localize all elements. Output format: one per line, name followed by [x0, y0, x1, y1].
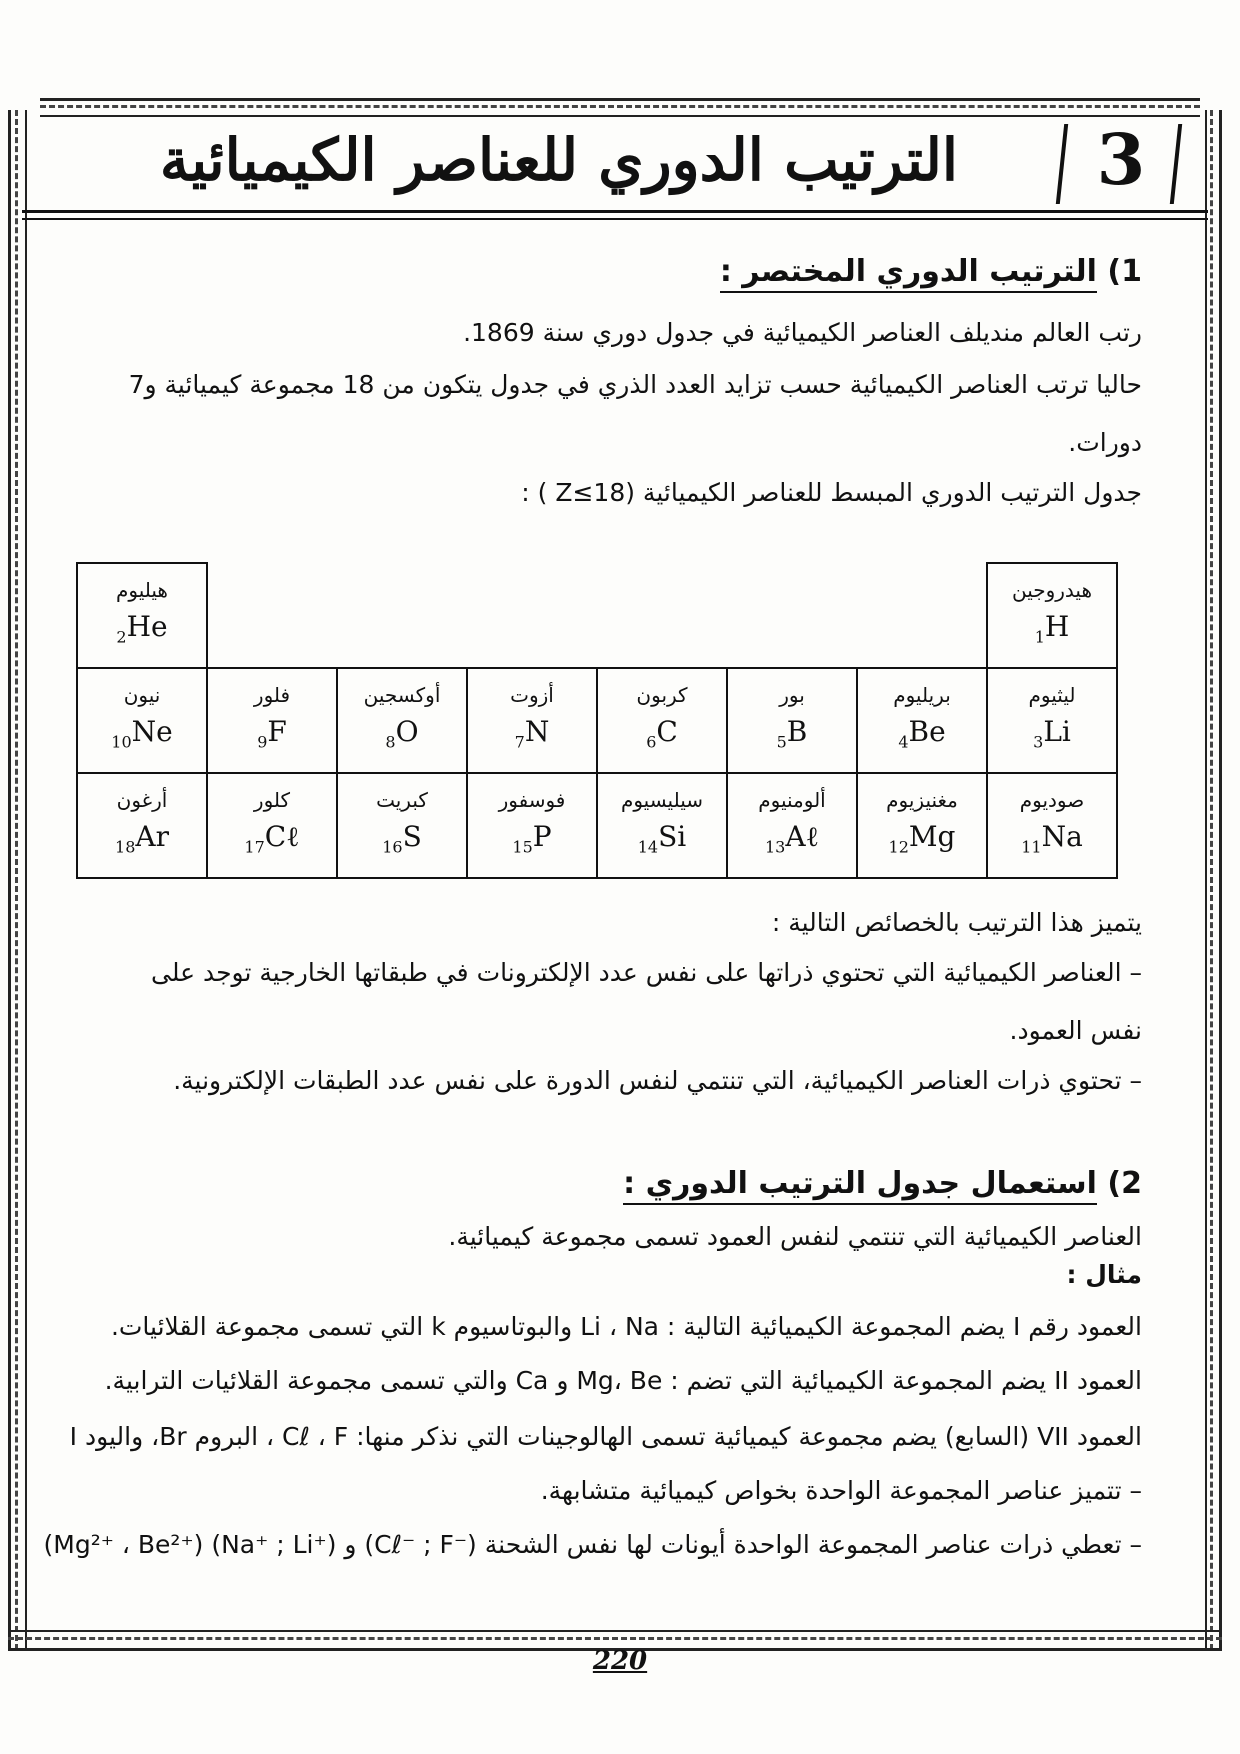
cell-o: أوكسجين $_8$O: [337, 668, 467, 773]
cell-li: ليثيوم $_3$Li: [987, 668, 1117, 773]
section2-number: 2): [1107, 1166, 1142, 1201]
section2-line-2: العمود رقم I يضم المجموعة الكيميائية التالية : Li ، Na والبوتاسيوم k التي تسمى مجموعة القلائيات.: [110, 1312, 1142, 1341]
cell-ne: نيون $_{10}$Ne: [77, 668, 207, 773]
cell-s: كبريت $_{16}$S: [337, 773, 467, 878]
empty-cell: [597, 563, 727, 668]
table-row-1: [77, 563, 1117, 668]
cell-f: فلور $_9$F: [207, 668, 337, 773]
section1-heading: [720, 254, 1142, 289]
section2-title: استعمال جدول الترتيب الدوري :: [623, 1166, 1097, 1205]
page-title: الترتيب الدوري للعناصر الكيميائية: [159, 126, 958, 194]
cell-b: بور $_5$B: [727, 668, 857, 773]
empty-cell: [727, 563, 857, 668]
ions-formula: (Mg²⁺ ، Be²⁺) (Na⁺ ; Li⁺) و (Cℓ⁻ ; F⁻): [43, 1530, 477, 1559]
empty-cell: [467, 563, 597, 668]
table-row-2: [77, 668, 1117, 773]
ions-text: – تعطي ذرات عناصر المجموعة الواحدة أيونات لها نفس الشحنة: [484, 1530, 1142, 1559]
section2-heading: [623, 1166, 1142, 1201]
cell-be: بريليوم $_4$Be: [857, 668, 987, 773]
properties-intro: يتميز هذا الترتيب بالخصائص التالية :: [771, 908, 1142, 937]
periodic-table: [76, 562, 1118, 879]
section2-line-6: [44, 1530, 1142, 1559]
example-label: مثال :: [1066, 1260, 1142, 1289]
empty-cell: [857, 563, 987, 668]
properties-bullet-2: – تحتوي ذرات العناصر الكيميائية، التي تنتمي لنفس الدورة على نفس عدد الطبقات الإلكترونية.: [173, 1066, 1142, 1095]
title-bar: [22, 114, 1208, 224]
section1-p2: حاليا ترتب العناصر الكيميائية حسب تزايد العدد الذري في جدول يتكون من 18 مجموعة كيميائية و7 دورات.: [128, 370, 1142, 457]
section1-p1: رتب العالم منديلف العناصر الكيميائية في جدول دوري سنة 1869.: [463, 318, 1142, 347]
cell-he: [77, 563, 207, 668]
title-rule-thin: [22, 218, 1208, 220]
frame-left-border: [8, 110, 27, 1650]
chapter-number: 3: [1096, 118, 1146, 201]
cell-ar: أرغون $_{18}$Ar: [77, 773, 207, 878]
section2-line-1: العناصر الكيميائية التي تنتمي لنفس العمود تسمى مجموعة كيميائية.: [448, 1222, 1142, 1251]
cell-mg: مغنيزيوم $_{12}$Mg: [857, 773, 987, 878]
table-row-3: [77, 773, 1117, 878]
element-symbol: $_1$H: [1034, 610, 1070, 647]
empty-cell: [337, 563, 467, 668]
cell-h: [987, 563, 1117, 668]
title-rule: [22, 210, 1208, 213]
cell-c: كربون $_6$C: [597, 668, 727, 773]
section2-line-5: – تتميز عناصر المجموعة الواحدة بخواص كيميائية متشابهة.: [540, 1476, 1142, 1505]
section2-line-4: العمود VII (السابع) يضم مجموعة كيميائية تسمى الهالوجينات التي نذكر منها: Cℓ ، F ، البروم Br، واليود I: [69, 1422, 1142, 1451]
element-name: هيدروجين: [1011, 578, 1093, 602]
cell-na: صوديوم $_{11}$Na: [987, 773, 1117, 878]
page-number: 220: [592, 1646, 648, 1676]
empty-cell: [207, 563, 337, 668]
frame-right-border: [1205, 110, 1222, 1650]
element-symbol: $_2$He: [116, 610, 168, 647]
cell-si: سيليسيوم $_{14}$Si: [597, 773, 727, 878]
cell-p: فوسفور $_{15}$P: [467, 773, 597, 878]
section1-title: الترتيب الدوري المختصر :: [720, 254, 1097, 293]
section2-line-3: العمود II يضم المجموعة الكيميائية التي تضم : Mg، Be و Ca والتي تسمى مجموعة القلائيات الترابية.: [104, 1366, 1142, 1395]
properties-bullet-1: – العناصر الكيميائية التي تحتوي ذراتها على نفس عدد الإلكترونات في طبقاتها الخارجية توجد على نفس العمود.: [150, 958, 1142, 1045]
section1-number: 1): [1107, 254, 1142, 289]
cell-al: ألومنيوم $_{13}$Aℓ: [727, 773, 857, 878]
element-name: هيليوم: [116, 578, 168, 602]
cell-cl: كلور $_{17}$Cℓ: [207, 773, 337, 878]
cell-n: أزوت $_7$N: [467, 668, 597, 773]
section1-p3: جدول الترتيب الدوري المبسط للعناصر الكيميائية (Z≤18 ) :: [521, 478, 1142, 507]
